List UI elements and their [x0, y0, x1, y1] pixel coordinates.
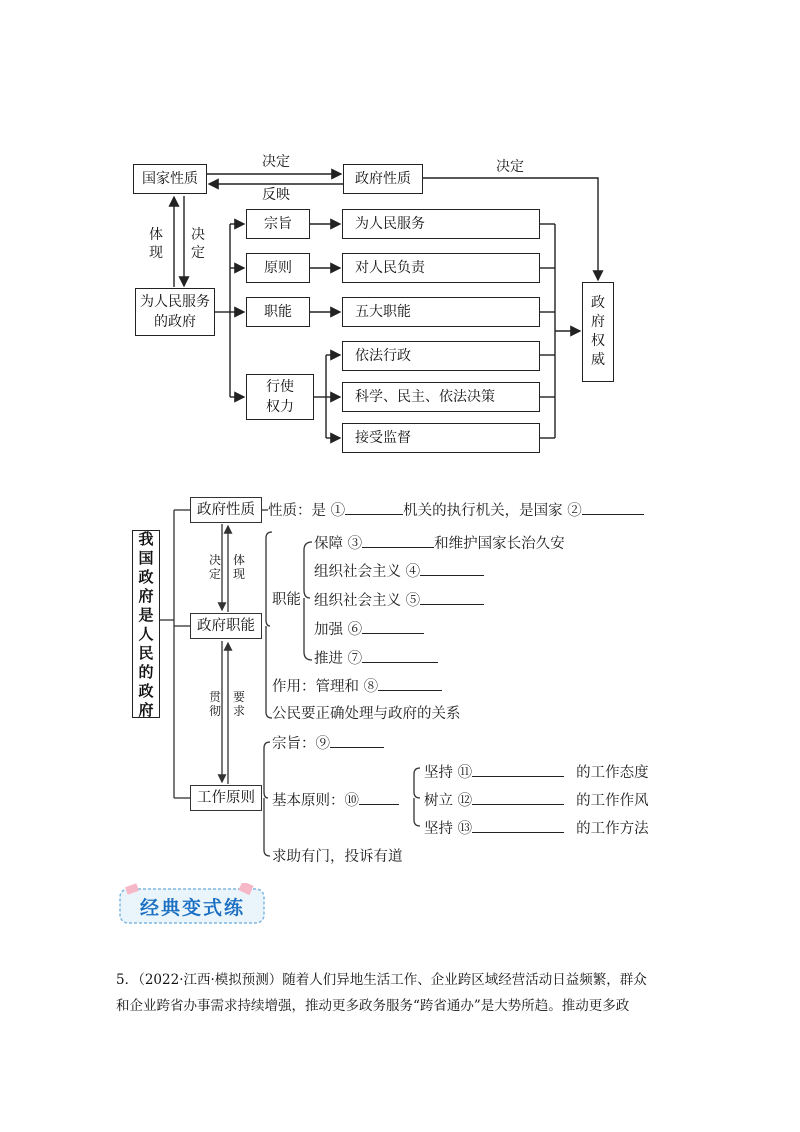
wuda-zhineng-box: 五大职能	[342, 297, 540, 327]
diagram2-title: 我国政府是人民的政府	[132, 530, 160, 718]
zhengfu-xingzhi-box: 政府性质	[343, 164, 423, 194]
label-tixian: 体现	[149, 227, 163, 261]
qiuzhu-line: 求助有门，投诉有道	[272, 849, 403, 865]
label-fanying: 反映	[262, 187, 290, 203]
jiben-yuanze-line: 基本原则：⑩	[272, 790, 399, 811]
label-jueding-right: 决定	[496, 159, 524, 175]
label-v-jueding: 决定	[208, 553, 221, 581]
question-line-2: 和企业跨省办事需求持续增强，推动更多政务服务“跨省通办”是大势所趋。推动更多政	[116, 998, 630, 1014]
zhineng-box: 职能	[246, 297, 310, 327]
kexue-minzhu-box: 科学、民主、依法决策	[342, 382, 540, 412]
wei-renmin-zhengfu-box: 为人民服务的政府	[135, 288, 215, 336]
label-jueding-top: 决定	[262, 154, 290, 170]
func-item-3: 组织社会主义 ⑤	[314, 590, 484, 611]
zhineng-label: 职能	[272, 592, 301, 608]
nature-line: 性质：是 ① 机关的执行机关，是国家 ②	[268, 500, 644, 521]
zongzhi-box: 宗旨	[246, 209, 310, 239]
principle-item-2: 树立 ⑫ 的工作作风	[424, 790, 649, 811]
dui-renmin-fuze-box: 对人民负责	[342, 253, 540, 283]
zongzhi-line: 宗旨：⑨	[272, 733, 384, 754]
zhengfu-quanwei-box: 政府权威	[582, 282, 614, 382]
box-zhengfu-zhineng: 政府职能	[190, 613, 262, 639]
section-badge-label: 经典变式练	[140, 897, 246, 919]
guojia-xingzhi-box: 国家性质	[133, 164, 207, 194]
label-v-tixian: 体现	[232, 553, 245, 581]
box-gongzuo-yuanze: 工作原则	[190, 785, 262, 811]
func-item-4: 加强 ⑥	[314, 619, 424, 640]
label-v-yaoqiu: 要求	[232, 690, 245, 718]
question-line-1: 5．（2022·江西·模拟预测）随着人们异地生活工作、企业跨区域经营活动日益频繁，群众	[116, 972, 647, 988]
func-item-5: 推进 ⑦	[314, 648, 438, 669]
principle-item-3: 坚持 ⑬ 的工作方法	[424, 818, 649, 839]
xingshi-quanli-box: 行使权力	[246, 374, 314, 420]
principle-item-1: 坚持 ⑪ 的工作态度	[424, 762, 649, 783]
jieshou-jiandu-box: 接受监督	[342, 423, 540, 453]
box-zhengfu-xingzhi: 政府性质	[190, 497, 262, 523]
gongmin-line: 公民要正确处理与政府的关系	[272, 706, 461, 722]
label-v-guanche: 贯彻	[208, 690, 221, 718]
weirenmin-fuwu-box: 为人民服务	[342, 209, 540, 239]
func-item-1: 保障 ③ 和维护国家长治久安	[314, 533, 565, 554]
func-item-2: 组织社会主义 ④	[314, 561, 484, 582]
yifa-xingzheng-box: 依法行政	[342, 341, 540, 371]
yuanze-box: 原则	[246, 253, 310, 283]
label-jueding-left: 决定	[191, 227, 205, 261]
zuoyong-line: 作用：管理和 ⑧	[272, 676, 442, 697]
